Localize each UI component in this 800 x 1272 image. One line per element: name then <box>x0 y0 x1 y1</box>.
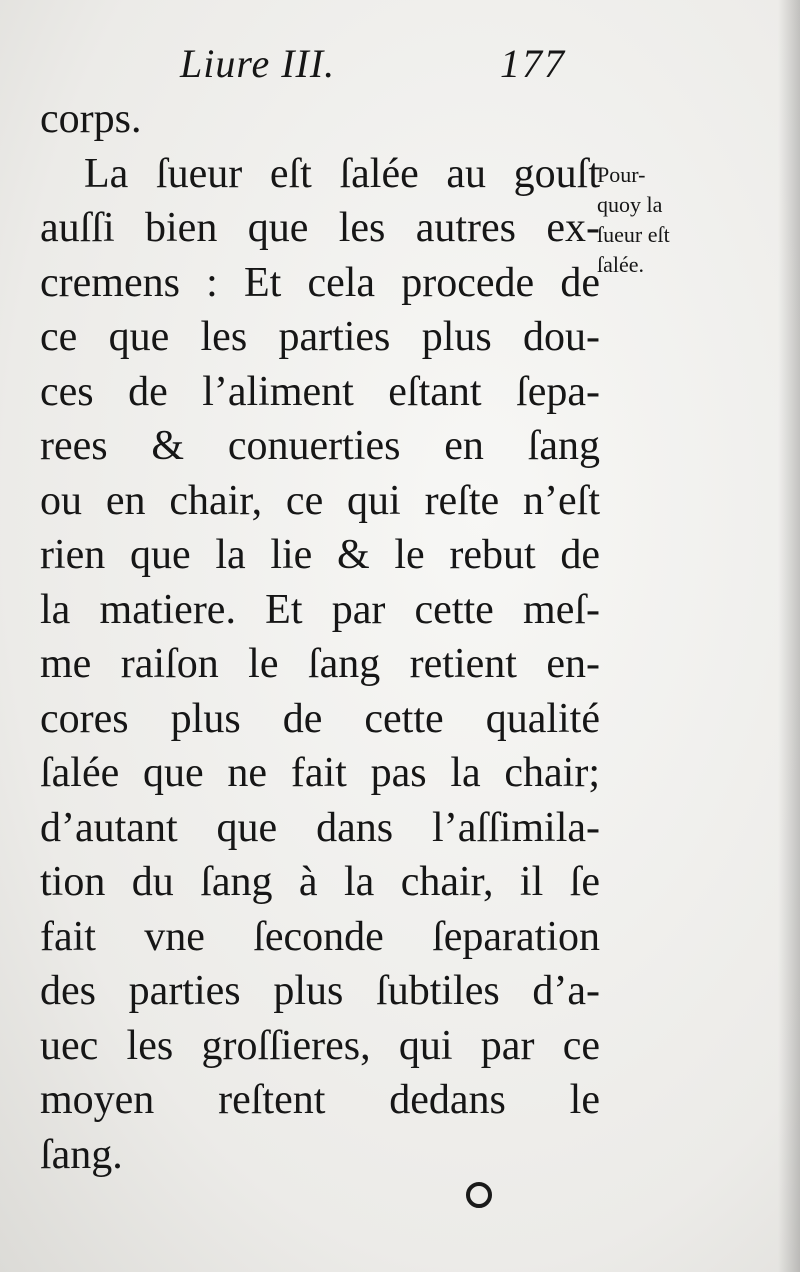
marginal-note-line: ſueur eſt <box>597 222 670 247</box>
circle-ornament-icon <box>466 1182 492 1208</box>
text-line: ſalée que ne fait pas la chair; <box>40 750 600 796</box>
text-line: ce que les parties plus dou- <box>40 314 600 360</box>
text-line: La ſueur eſt ſalée au gouſt <box>84 150 600 197</box>
page-header <box>0 30 800 90</box>
text-line: corps. <box>40 96 142 142</box>
text-line: la matiere. Et par cette meſ- <box>40 586 600 633</box>
text-line: auſſi bien que les autres ex- <box>40 205 600 251</box>
text-line: ſang. <box>40 1131 123 1178</box>
page-edge-shadow <box>778 0 800 1272</box>
text-line: ou en chair, ce qui reſte n’eſt <box>40 477 600 524</box>
running-title: Liure III. <box>180 41 336 86</box>
text-line: rien que la lie & le rebut de <box>40 532 600 578</box>
text-line: d’autant que dans l’aſſimila- <box>40 804 600 851</box>
text-line: rees & conuerties en ſang <box>40 423 600 469</box>
text-line: des parties plus ſubtiles d’a- <box>40 968 600 1014</box>
text-line: fait vne ſeconde ſeparation <box>40 913 600 960</box>
marginal-note <box>597 160 717 280</box>
text-line: moyen reſtent dedans le <box>40 1077 600 1123</box>
marginal-note-line: Pour- <box>597 162 646 187</box>
body-text <box>40 92 600 1182</box>
text-line: uec les groſſieres, qui par ce <box>40 1022 600 1069</box>
text-line: cores plus de cette qualité <box>40 695 600 742</box>
text-line: ces de l’aliment eſtant ſepa- <box>40 368 600 415</box>
marginal-note-line: ſalée. <box>597 252 645 277</box>
text-line: cremens : Et cela procede de <box>40 259 600 306</box>
text-line: me raiſon le ſang retient en- <box>40 641 600 687</box>
page-number: 177 <box>500 41 566 86</box>
marginal-note-line: quoy la <box>597 192 663 217</box>
text-line: tion du ſang à la chair, il ſe <box>40 859 600 905</box>
